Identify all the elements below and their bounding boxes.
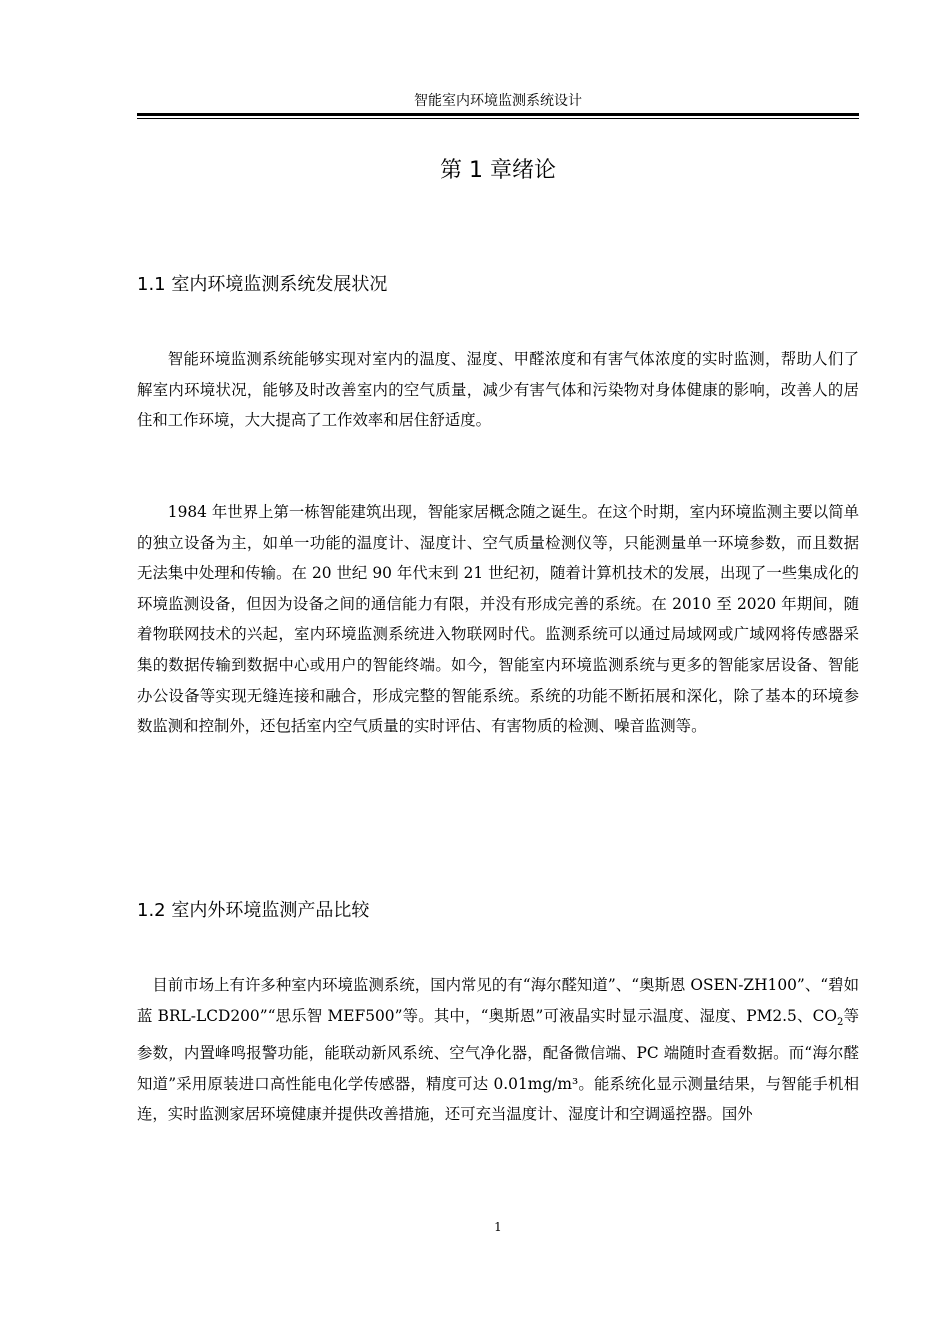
co2-subscript: 2	[837, 1016, 844, 1028]
header-rule-thick	[137, 113, 859, 116]
paragraph-1-2-a-part2: 等参数，内置峰鸣报警功能，能联动新风系统、空气净化器，配备微信端、PC 端随时查看数据。而“海尔醛知道”采用原装进口高性能电化学传感器，精度可达 0.01mg/m³。能系统化显示测量结果，与智能手机相连，实时监测家居环境健康并提供改善措施，还可充当温度计、湿度计和空调遥控器。国外	[137, 1006, 859, 1124]
paragraph-1-1-b: 1984 年世界上第一栋智能建筑出现，智能家居概念随之诞生。在这个时期，室内环境监测主要以简单的独立设备为主，如单一功能的温度计、湿度计、空气质量检测仪等，只能测量单一环境参数，而且数据无法集中处理和传输。在 20 世纪 90 年代末到 21 世纪初，随着计算机技术的发展，出现了一些集成化的环境监测设备，但因为设备之间的通信能力有限，并没有形成完善的系统。在 2010 至 2020 年期间，随着物联网技术的兴起，室内环境监测系统进入物联网时代。监测系统可以通过局域网或广域网将传感器采集的数据传输到数据中心或用户的智能终端。如今，智能室内环境监测系统与更多的智能家居设备、智能办公设备等实现无缝连接和融合，形成完整的智能系统。系统的功能不断拓展和深化，除了基本的环境参数监测和控制外，还包括室内空气质量的实时评估、有害物质的检测、噪音监测等。	[137, 503, 859, 736]
page-number: 1	[494, 1220, 502, 1234]
header-rule-thin	[137, 118, 859, 119]
section-heading-1-1: 1.1 室内环境监测系统发展状况	[137, 274, 388, 295]
section-heading-1-2: 1.2 室内外环境监测产品比较	[137, 900, 370, 921]
running-header: 智能室内环境监测系统设计	[414, 93, 582, 109]
paragraph-1-1-a: 智能环境监测系统能够实现对室内的温度、湿度、甲醛浓度和有害气体浓度的实时监测，帮助人们了解室内环境状况，能够及时改善室内的空气质量，减少有害气体和污染物对身体健康的影响，改善人的居住和工作环境，大大提高了工作效率和居住舒适度。	[137, 350, 859, 430]
chapter-title: 第 1 章绪论	[440, 158, 556, 183]
paragraph-1-2-a	[137, 970, 859, 1130]
paragraph-1-2-a-part1: 目前市场上有许多种室内环境监测系统，国内常见的有“海尔醛知道”、“奥斯恩 OSEN-ZH100”、“碧如蓝 BRL-LCD200”“思乐智 MEF500”等。其中，“奥斯恩”可液晶实时显示温度、湿度、PM2.5、CO	[137, 976, 859, 1025]
